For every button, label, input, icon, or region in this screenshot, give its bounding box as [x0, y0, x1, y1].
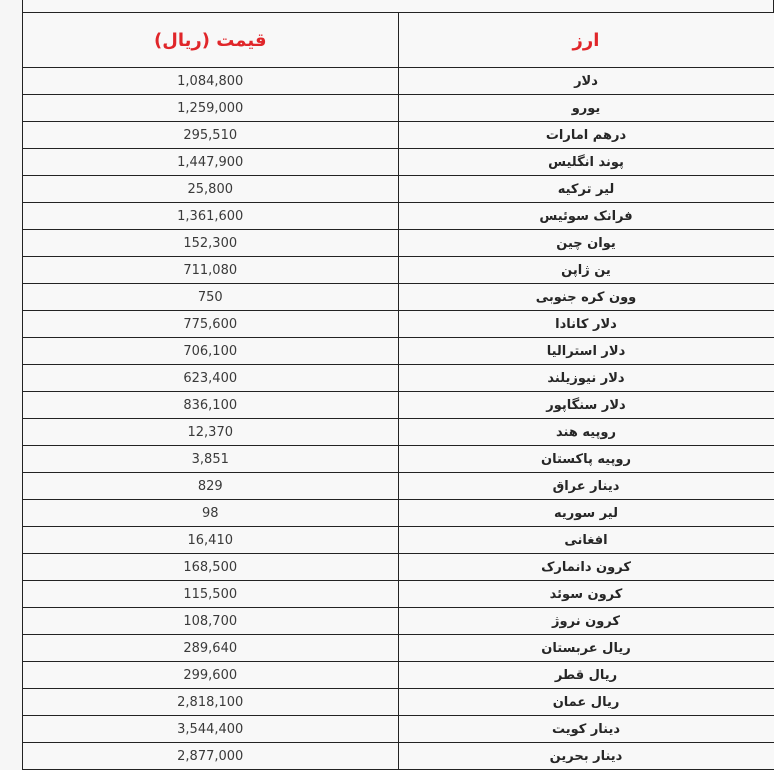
table-body	[23, 68, 774, 770]
table-row	[23, 230, 774, 257]
currency-column-header: ارز	[398, 13, 774, 68]
price-cell: 98	[23, 500, 399, 527]
currency-cell: کرون دانمارک	[398, 554, 774, 581]
price-cell: 115,500	[23, 581, 399, 608]
currency-rates-table	[22, 0, 774, 770]
currency-cell: درهم امارات	[398, 122, 774, 149]
currency-cell: دلار	[398, 68, 774, 95]
table-row	[23, 257, 774, 284]
price-cell: 623,400	[23, 365, 399, 392]
currency-cell: لیر ترکیه	[398, 176, 774, 203]
table-row	[23, 527, 774, 554]
currency-cell: یورو	[398, 95, 774, 122]
table-row	[23, 419, 774, 446]
table-row	[23, 716, 774, 743]
table-row	[23, 581, 774, 608]
table-row	[23, 392, 774, 419]
price-cell: 1,361,600	[23, 203, 399, 230]
table-row	[23, 95, 774, 122]
table-row	[23, 338, 774, 365]
header-row	[23, 13, 774, 68]
currency-cell: دلار سنگاپور	[398, 392, 774, 419]
table-row	[23, 689, 774, 716]
currency-cell: فرانک سوئیس	[398, 203, 774, 230]
currency-cell: افغانی	[398, 527, 774, 554]
currency-cell: وون کره جنوبی	[398, 284, 774, 311]
table-row	[23, 365, 774, 392]
table-row	[23, 122, 774, 149]
table-row	[23, 176, 774, 203]
currency-cell: ریال قطر	[398, 662, 774, 689]
price-cell: 1,084,800	[23, 68, 399, 95]
price-cell: 3,851	[23, 446, 399, 473]
table-row	[23, 554, 774, 581]
price-cell: 706,100	[23, 338, 399, 365]
currency-cell: دلار نیوزیلند	[398, 365, 774, 392]
price-cell: 711,080	[23, 257, 399, 284]
price-cell: 168,500	[23, 554, 399, 581]
price-cell: 289,640	[23, 635, 399, 662]
table-row	[23, 203, 774, 230]
table-row	[23, 635, 774, 662]
table-row	[23, 68, 774, 95]
price-cell: 2,818,100	[23, 689, 399, 716]
currency-cell: روپیه پاکستان	[398, 446, 774, 473]
price-column-header: قیمت (ریال)	[23, 13, 399, 68]
price-cell: 1,447,900	[23, 149, 399, 176]
currency-cell: دینار بحرین	[398, 743, 774, 770]
price-cell: 2,877,000	[23, 743, 399, 770]
currency-cell: روپیه هند	[398, 419, 774, 446]
table-row	[23, 284, 774, 311]
cut-off-top-cell	[23, 0, 774, 13]
currency-cell: دلار کانادا	[398, 311, 774, 338]
currency-cell: دلار استرالیا	[398, 338, 774, 365]
currency-cell: ریال عربستان	[398, 635, 774, 662]
table-row	[23, 149, 774, 176]
currency-cell: دینار کویت	[398, 716, 774, 743]
price-cell: 25,800	[23, 176, 399, 203]
currency-cell: دینار عراق	[398, 473, 774, 500]
price-cell: 829	[23, 473, 399, 500]
currency-cell: ریال عمان	[398, 689, 774, 716]
price-cell: 299,600	[23, 662, 399, 689]
currency-cell: کرون نروژ	[398, 608, 774, 635]
table-row	[23, 608, 774, 635]
currency-cell: لیر سوریه	[398, 500, 774, 527]
price-cell: 16,410	[23, 527, 399, 554]
currency-cell: کرون سوئد	[398, 581, 774, 608]
price-cell: 775,600	[23, 311, 399, 338]
table-row	[23, 446, 774, 473]
price-cell: 12,370	[23, 419, 399, 446]
price-cell: 3,544,400	[23, 716, 399, 743]
price-cell: 108,700	[23, 608, 399, 635]
table-row	[23, 662, 774, 689]
price-cell: 152,300	[23, 230, 399, 257]
price-cell: 750	[23, 284, 399, 311]
price-cell: 836,100	[23, 392, 399, 419]
table-row	[23, 473, 774, 500]
cut-off-top-row	[23, 0, 774, 13]
currency-cell: ین ژاپن	[398, 257, 774, 284]
table-header	[23, 0, 774, 68]
price-cell: 295,510	[23, 122, 399, 149]
table-row	[23, 500, 774, 527]
price-cell: 1,259,000	[23, 95, 399, 122]
table-row	[23, 743, 774, 770]
currency-cell: پوند انگلیس	[398, 149, 774, 176]
table-row	[23, 311, 774, 338]
currency-cell: یوان چین	[398, 230, 774, 257]
